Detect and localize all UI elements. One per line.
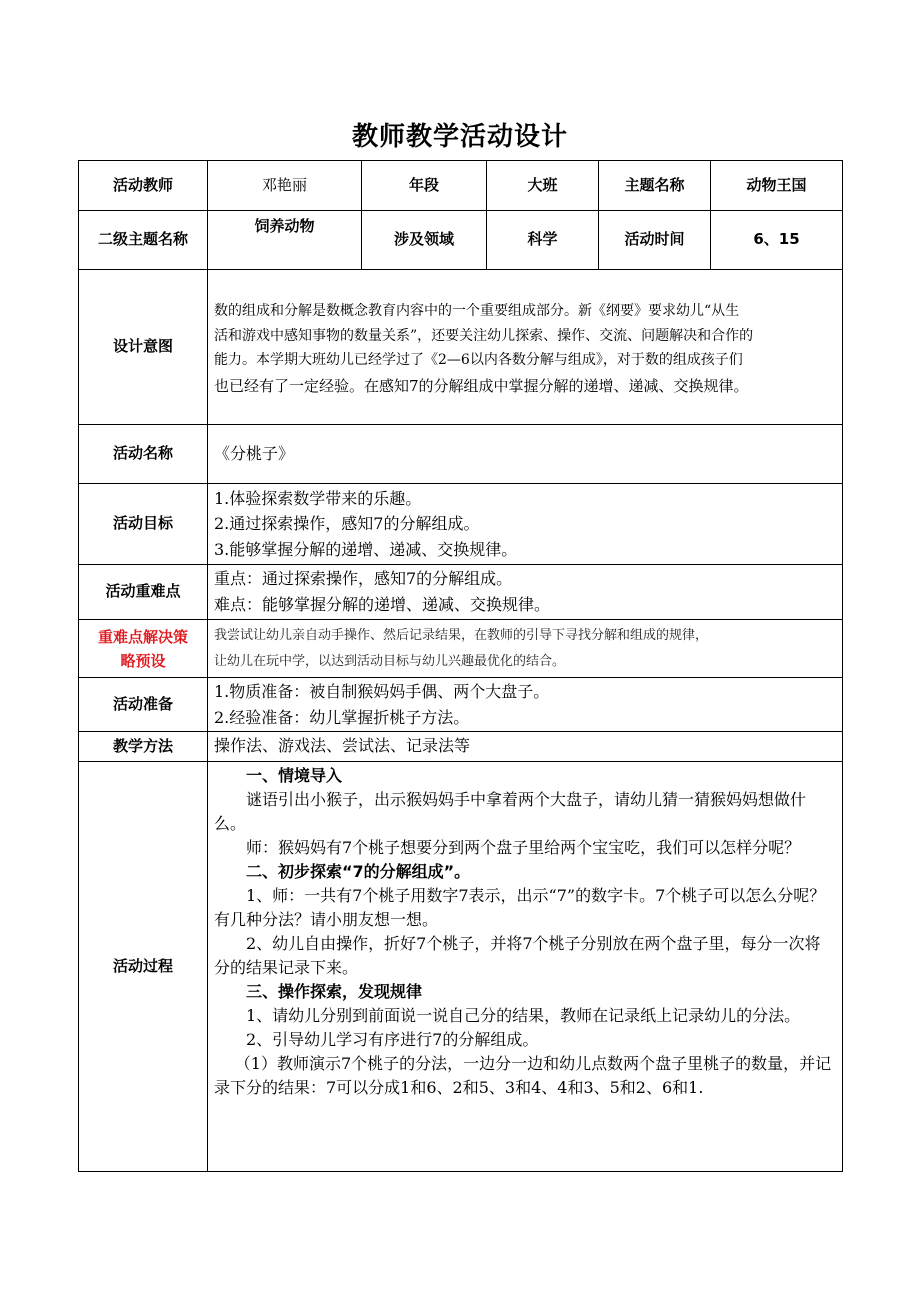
preparation-item: 1.物质准备：被自制猴妈妈手偶、两个大盘子。	[214, 681, 550, 701]
row-activity-name	[79, 425, 843, 484]
preparation-item: 2.经验准备：幼儿掌握折桃子方法。	[214, 707, 470, 727]
goal-item: 3.能够掌握分解的递增、递减、交换规律。	[214, 539, 518, 559]
row-key-points	[79, 565, 843, 620]
goal-item: 1.体验探索数学带来的乐趣。	[214, 488, 422, 508]
process-section-title: 三、操作探索，发现规律	[246, 982, 423, 1001]
grade-value: 大班	[487, 161, 599, 211]
process-paragraph: 谜语引出小猴子，出示猴妈妈手中拿着两个大盘子，请幼儿猜一猜猴妈妈想做什么。	[214, 790, 807, 833]
subtheme-label: 二级主题名称	[79, 211, 208, 270]
strategy-line: 我尝试让幼儿亲自动手操作、然后记录结果，在教师的引导下寻找分解和组成的规律，	[214, 627, 709, 643]
design-intent-content	[208, 270, 843, 425]
strategy-line: 让幼儿在玩中学，以达到活动目标与幼儿兴趣最优化的结合。	[214, 653, 566, 669]
row-strategy	[79, 620, 843, 678]
row-process	[79, 762, 843, 1172]
row-goals	[79, 484, 843, 565]
process-paragraph: 师：猴妈妈有7个桃子想要分到两个盘子里给两个宝宝吃，我们可以怎样分呢？	[246, 838, 801, 857]
activity-name-value: 《分桃子》	[208, 425, 843, 484]
domain-value: 科学	[487, 211, 599, 270]
domain-label: 涉及领域	[362, 211, 487, 270]
design-intent-line: 数的组成和分解是数概念教育内容中的一个重要组成部分。新《纲要》要求幼儿“从生	[214, 303, 740, 320]
row-methods	[79, 732, 843, 762]
strategy-content	[208, 620, 843, 678]
key-points-content	[208, 565, 843, 620]
preparation-label: 活动准备	[79, 678, 208, 732]
time-value: 6、15	[711, 211, 843, 270]
design-intent-line: 也已经有了一定经验。在感知7的分解组成中掌握分解的递增、递减、交换规律。	[214, 376, 749, 395]
theme-label: 主题名称	[599, 161, 711, 211]
row-subtheme	[79, 211, 843, 270]
key-point-item: 难点：能够掌握分解的递增、递减、交换规律。	[214, 595, 551, 614]
process-section-title: 二、初步探索“7的分解组成”。	[246, 862, 471, 881]
process-paragraph: 2、幼儿自由操作，折好7个桃子，并将7个桃子分别放在两个盘子里，每分一次将分的结果记录下来。	[214, 934, 821, 977]
process-paragraph: 1、师：一共有7个桃子用数字7表示，出示“7”的数字卡。7个桃子可以怎么分呢？有几种分法？请小朋友想一想。	[214, 886, 826, 929]
preparation-content	[208, 678, 843, 732]
subtheme-value: 饲养动物	[208, 211, 362, 270]
design-intent-line: 活和游戏中感知事物的数量关系”，还要关注幼儿探索、操作、交流、问题解决和合作的	[214, 327, 754, 344]
key-points-label: 活动重难点	[79, 565, 208, 620]
design-intent-label: 设计意图	[79, 270, 208, 425]
activity-name-label: 活动名称	[79, 425, 208, 484]
goals-content	[208, 484, 843, 565]
process-section-title: 一、情境导入	[246, 766, 343, 785]
key-point-item: 重点：通过探索操作，感知7的分解组成。	[214, 569, 513, 589]
row-basic-info	[79, 161, 843, 211]
process-paragraph: 1、请幼儿分别到前面说一说自己分的结果，教师在记录纸上记录幼儿的分法。	[246, 1006, 801, 1025]
goals-label: 活动目标	[79, 484, 208, 565]
row-design-intent	[79, 270, 843, 425]
page-title: 教师教学活动设计	[351, 122, 568, 152]
design-intent-line: 能力。本学期大班幼儿已经学过了《2—6以内各数分解与组成》，对于数的组成孩子们	[214, 352, 743, 369]
methods-value: 操作法、游戏法、尝试法、记录法等	[208, 732, 843, 762]
process-paragraph: 2、引导幼儿学习有序进行7的分解组成。	[246, 1030, 539, 1049]
methods-label: 教学方法	[79, 732, 208, 762]
time-label: 活动时间	[599, 211, 711, 270]
goal-item: 2.通过探索操作，感知7的分解组成。	[214, 514, 480, 534]
lesson-plan-table	[78, 160, 843, 1172]
strategy-label: 重难点解决策 略预设	[79, 620, 208, 678]
row-preparation	[79, 678, 843, 732]
process-content	[208, 762, 843, 1172]
teacher-value: 邓艳丽	[208, 161, 362, 211]
process-label: 活动过程	[79, 762, 208, 1172]
grade-label: 年段	[362, 161, 487, 211]
process-paragraph: （1）教师演示7个桃子的分法，一边分一边和幼儿点数两个盘子里桃子的数量，并记录下分的结果：7可以分成1和6、2和5、3和4、4和3、5和2、6和1.	[214, 1054, 832, 1097]
teacher-label: 活动教师	[79, 161, 208, 211]
theme-value: 动物王国	[711, 161, 843, 211]
